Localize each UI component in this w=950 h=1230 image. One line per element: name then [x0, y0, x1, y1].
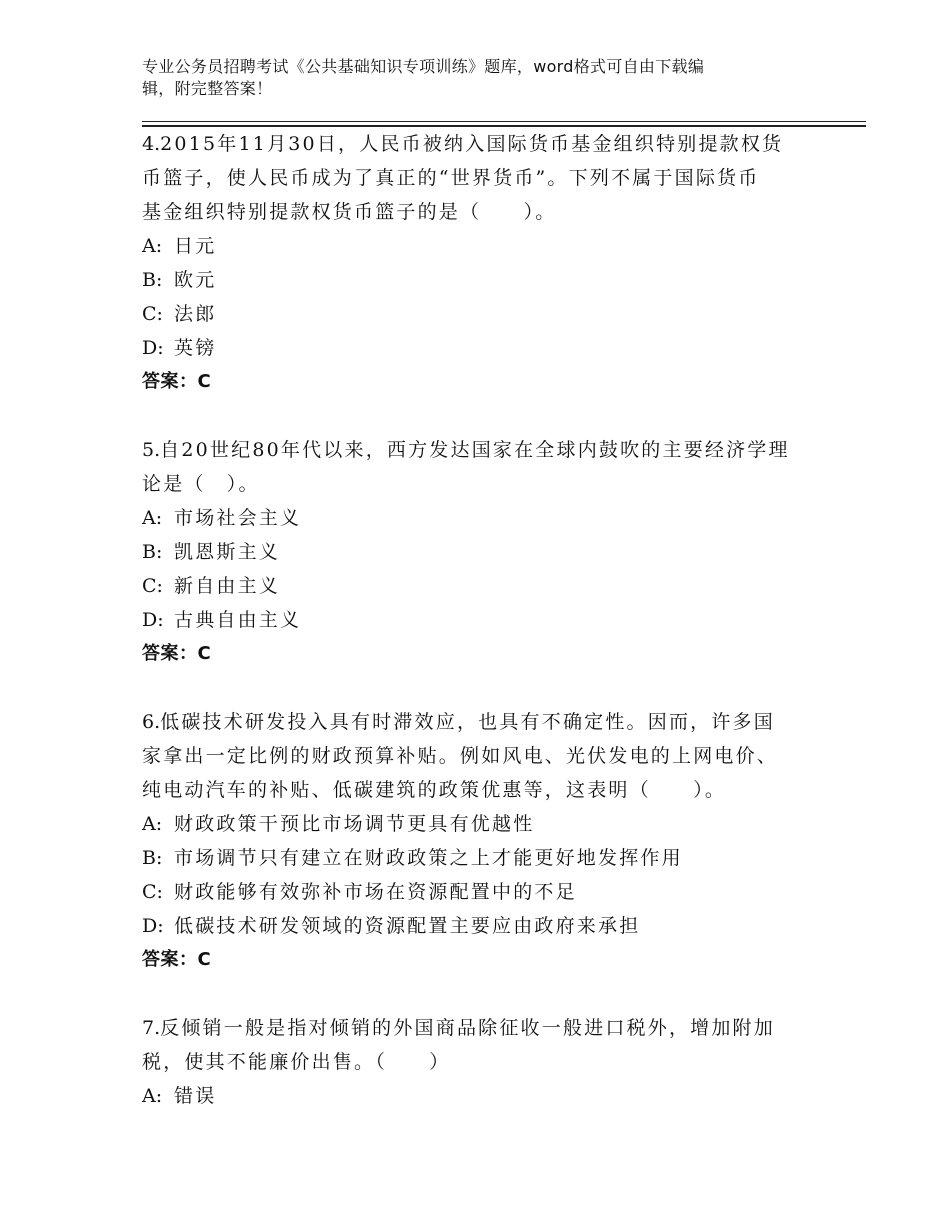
question-stem: [142, 1011, 822, 1079]
option-c: C: 财政能够有效弥补市场在资源配置中的不足: [142, 881, 577, 903]
stem-line: 币篮子，使人民币成为了真正的“世界货币”。下列不属于国际货币: [142, 167, 760, 189]
option-list: [142, 501, 822, 637]
question-stem: [142, 705, 822, 807]
question-stem: [142, 433, 822, 501]
question-4: [142, 127, 822, 399]
header-line-1: 专业公务员招聘考试《公共基础知识专项训练》题库，word格式可自由下载编: [142, 57, 705, 76]
question-number: 5.: [142, 439, 161, 461]
stem-line: 基金组织特别提款权货币篮子的是（ ）。: [142, 201, 557, 223]
question-6: [142, 705, 822, 977]
header-divider-thin: [142, 121, 866, 122]
option-d: D: 古典自由主义: [142, 609, 302, 631]
question-7: [142, 1011, 822, 1113]
option-a: A: 财政政策干预比市场调节更具有优越性: [142, 813, 535, 835]
stem-line: 家拿出一定比例的财政预算补贴。例如风电、光伏发电的上网电价、: [142, 745, 779, 767]
question-5: [142, 433, 822, 671]
question-number: 4.: [142, 133, 161, 155]
question-number: 7.: [142, 1017, 161, 1039]
question-list: [142, 127, 822, 1113]
option-list: [142, 807, 822, 943]
option-b: B: 市场调节只有建立在财政政策之上才能更好地发挥作用: [142, 847, 683, 869]
stem-line: 6.低碳技术研发投入具有时滞效应，也具有不确定性。因而，许多国: [142, 711, 775, 733]
option-a: A: 日元: [142, 235, 217, 257]
option-d: D: 低碳技术研发领域的资源配置主要应由政府来承担: [142, 915, 641, 937]
option-c: C: 新自由主义: [142, 575, 281, 597]
stem-line: 论是（ ）。: [142, 473, 260, 495]
option-list: [142, 229, 822, 365]
answer-line: 答案：C: [142, 371, 212, 392]
option-a: A: 错误: [142, 1085, 217, 1107]
header-line-2: 辑，附完整答案！: [142, 79, 273, 98]
page-header: [142, 56, 802, 100]
stem-line: 纯电动汽车的补贴、低碳建筑的政策优惠等，这表明（ ）。: [142, 779, 727, 801]
answer-line: 答案：C: [142, 643, 212, 664]
stem-line: 7.反倾销一般是指对倾销的外国商品除征收一般进口税外，增加附加: [142, 1017, 775, 1039]
option-b: B: 欧元: [142, 269, 217, 291]
option-b: B: 凯恩斯主义: [142, 541, 281, 563]
option-c: C: 法郎: [142, 303, 217, 325]
option-list: [142, 1079, 822, 1113]
stem-line: 5.自20世纪80年代以来，西方发达国家在全球内鼓吹的主要经济学理: [142, 439, 790, 461]
question-stem: [142, 127, 822, 229]
option-d: D: 英镑: [142, 337, 217, 359]
question-number: 6.: [142, 711, 161, 733]
stem-line: 4.2015年11月30日，人民币被纳入国际货币基金组织特别提款权货: [142, 133, 784, 155]
answer-line: 答案：C: [142, 949, 212, 970]
stem-line: 税，使其不能廉价出售。（ ）: [142, 1051, 451, 1073]
option-a: A: 市场社会主义: [142, 507, 302, 529]
